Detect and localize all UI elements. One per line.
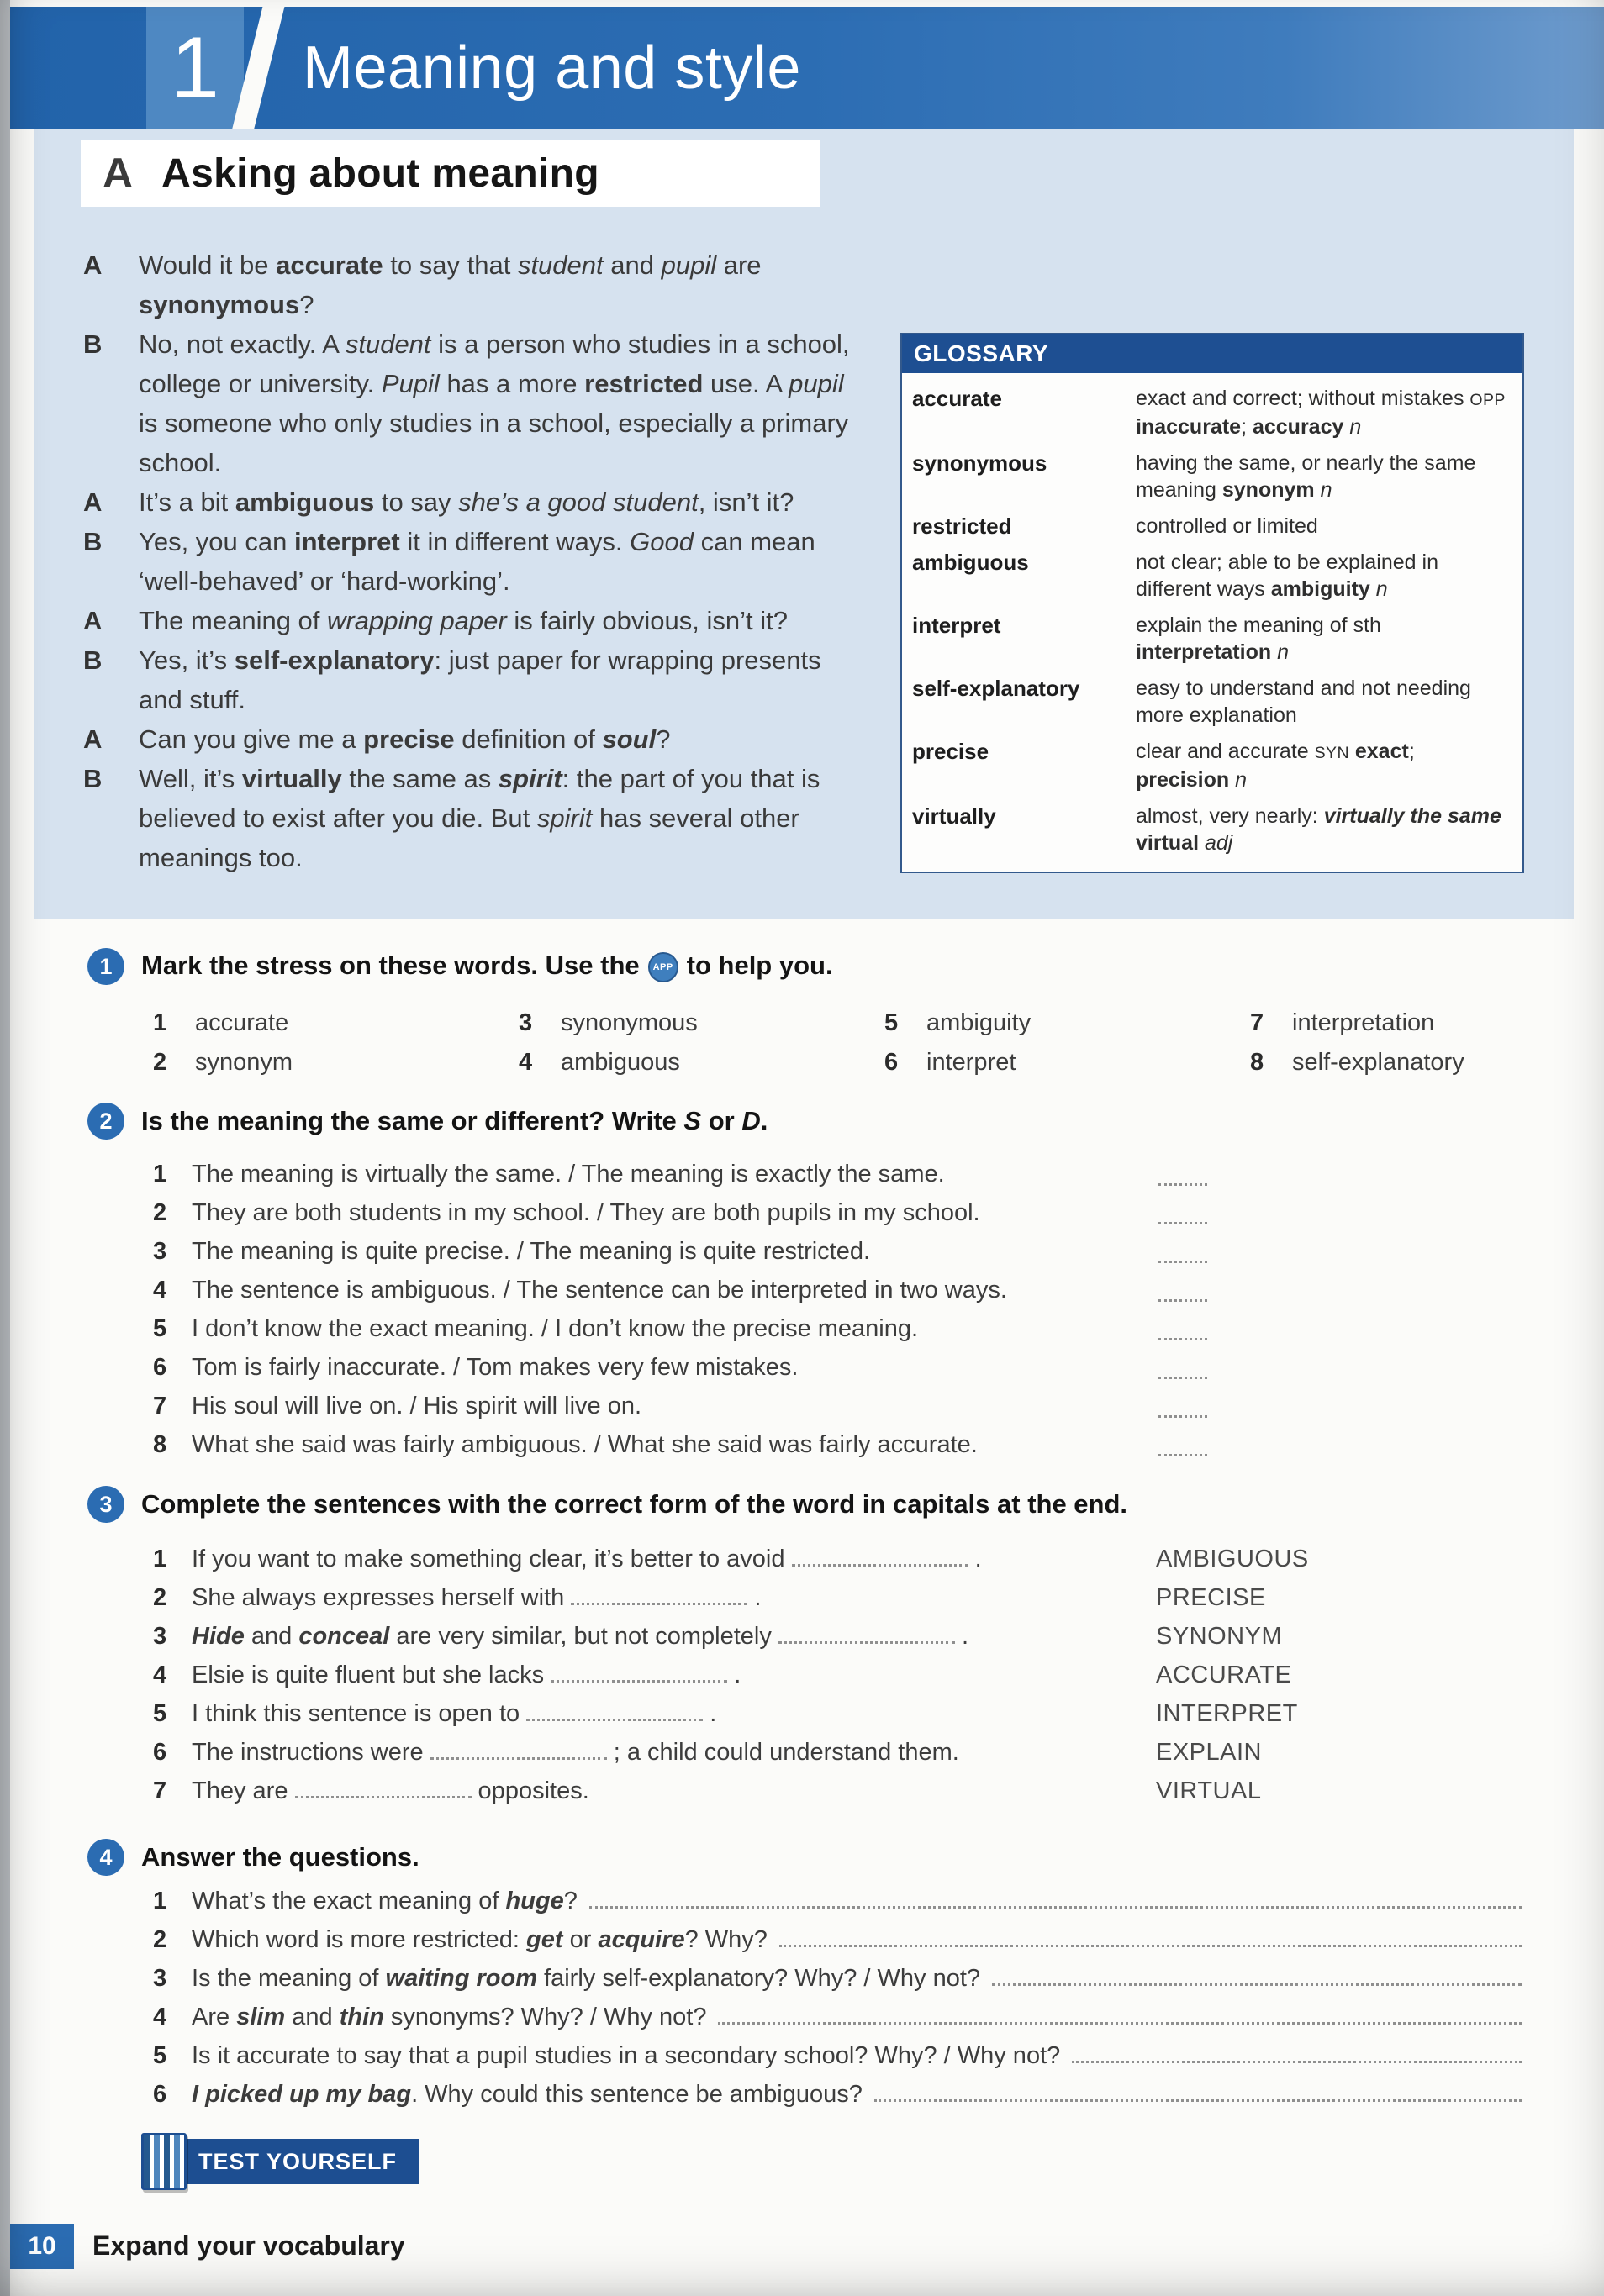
exercise-4: [87, 1839, 1525, 2120]
glossary-term: interpret: [912, 613, 1001, 638]
dialogue-line: [83, 601, 882, 640]
list-item: [153, 1772, 1525, 1810]
item-number: 3: [153, 1965, 167, 1992]
list-item: [153, 1009, 519, 1037]
test-yourself: [141, 2133, 419, 2190]
answer-blank: [718, 2022, 1522, 2025]
dialogue-line: [83, 245, 882, 324]
item-text: Are slim and thin synonyms? Why? / Why not?: [192, 2004, 707, 2030]
item-number: 4: [153, 1661, 167, 1688]
exercise-number-badge: 1: [87, 948, 124, 985]
list-item: [153, 1617, 1525, 1656]
item-word: accurate: [195, 1009, 289, 1036]
item-number: 6: [153, 1354, 167, 1381]
glossary-term: self-explanatory: [912, 676, 1080, 701]
keyword-capital: EXPLAIN: [1156, 1739, 1262, 1766]
test-yourself-label: TEST YOURSELF: [180, 2139, 419, 2184]
dialogue-text: Yes, you can interpret it in different ways. Good can mean ‘well-behaved’ or ‘hard-working’.: [139, 527, 815, 596]
footer-series-title: Expand your vocabulary: [92, 2230, 405, 2261]
item-number: 4: [153, 1277, 167, 1303]
answer-blank: [1158, 1222, 1207, 1224]
speaker-label: A: [83, 606, 103, 635]
dialogue-text: Yes, it’s self-explanatory: just paper for wrapping presents and stuff.: [139, 645, 821, 714]
list-item: [153, 1049, 519, 1077]
keyword-capital: AMBIGUOUS: [1156, 1546, 1309, 1572]
item-number: 2: [153, 1926, 167, 1953]
item-text: I don’t know the exact meaning. / I don’t know the precise meaning.: [192, 1315, 919, 1342]
item-word: ambiguity: [926, 1009, 1032, 1036]
exercise-title: [141, 951, 833, 982]
list-item: [519, 1009, 884, 1037]
item-text: The sentence is ambiguous. / The sentence can be interpreted in two ways.: [192, 1277, 1007, 1303]
item-number: 2: [153, 1584, 167, 1611]
glossary-definition: easy to understand and not needing more explanation: [1136, 677, 1471, 727]
page-number: 10: [10, 2224, 74, 2269]
speaker-label: B: [83, 527, 103, 556]
keyword-capital: INTERPRET: [1156, 1700, 1298, 1727]
keyword-capital: SYNONYM: [1156, 1623, 1283, 1650]
dialogue-text: Would it be accurate to say that student and pupil are synonymous?: [139, 250, 762, 319]
dialogue-text: Can you give me a precise definition of soul?: [139, 724, 671, 754]
list-item: [153, 1425, 1525, 1464]
list-item: [1250, 1049, 1604, 1077]
item-number: 6: [884, 1049, 899, 1076]
item-number: 5: [884, 1009, 899, 1036]
exercise-1: [87, 948, 1525, 1082]
list-item: [153, 1926, 1525, 1965]
item-text: The instructions were ; a child could understand them.: [192, 1739, 959, 1766]
answer-blank: [589, 1906, 1522, 1909]
answer-blank: [1158, 1183, 1207, 1186]
item-text: They are opposites.: [192, 1777, 589, 1804]
exercise-4-items: [153, 1888, 1525, 2120]
exercise-number-badge: 4: [87, 1839, 124, 1876]
glossary-term: restricted: [912, 513, 1012, 539]
item-number: 5: [153, 2042, 167, 2069]
item-number: 6: [153, 2081, 167, 2108]
unit-number-tab: [146, 7, 244, 129]
glossary-definition: controlled or limited: [1136, 514, 1318, 538]
list-item: [153, 1540, 1525, 1578]
item-word: self-explanatory: [1292, 1049, 1464, 1076]
dialogue: [83, 245, 882, 877]
item-number: 1: [153, 1009, 167, 1036]
glossary-definition: having the same, or nearly the same meaning synonym n: [1136, 451, 1476, 502]
answer-blank: [874, 2099, 1522, 2102]
item-number: 1: [153, 1161, 167, 1187]
exercise-2-header: [87, 1103, 1525, 1140]
item-text: They are both students in my school. / They are both pupils in my school.: [192, 1199, 980, 1226]
item-number: 5: [153, 1315, 167, 1342]
item-text: What’s the exact meaning of huge?: [192, 1888, 578, 1914]
glossary-term: virtually: [912, 803, 996, 829]
glossary-entries: [902, 373, 1522, 872]
item-number: 3: [153, 1623, 167, 1650]
item-number: 7: [153, 1393, 167, 1419]
glossary-term: accurate: [912, 386, 1002, 411]
list-item: [153, 1271, 1525, 1309]
item-text: Hide and conceal are very similar, but not completely .: [192, 1623, 969, 1650]
item-text: I picked up my bag. Why could this sentence be ambiguous?: [192, 2081, 863, 2108]
item-number: 2: [153, 1199, 167, 1226]
exercise-4-header: [87, 1839, 1525, 1876]
list-item: [153, 2004, 1525, 2042]
list-item: [153, 1656, 1525, 1694]
dialogue-line: [83, 719, 882, 759]
answer-blank: [1158, 1415, 1207, 1418]
item-text: Is it accurate to say that a pupil studies in a secondary school? Why? / Why not?: [192, 2042, 1061, 2069]
item-number: 7: [153, 1777, 167, 1804]
exercise-title: Answer the questions.: [141, 1842, 419, 1872]
list-item: [153, 2081, 1525, 2120]
dialogue-line: [83, 324, 882, 482]
item-number: 4: [153, 2004, 167, 2030]
scan-edge: [0, 0, 10, 2296]
exercise-3: [87, 1486, 1525, 1810]
item-number: 8: [153, 1431, 167, 1458]
exercise-1-header: [87, 948, 1525, 985]
unit-title: Meaning and style: [303, 34, 801, 102]
item-text: If you want to make something clear, it’s better to avoid .: [192, 1546, 982, 1572]
item-text: I think this sentence is open to .: [192, 1700, 717, 1727]
dialogue-text: No, not exactly. A student is a person who studies in a school, college or university. Pupil has a more restricted use. A pupil is someone who only studies in a school, especially a primary school.: [139, 329, 850, 477]
glossary-definition: explain the meaning of sth interpretation n: [1136, 613, 1381, 664]
answer-blank: [992, 1983, 1522, 1986]
glossary-definition: exact and correct; without mistakes OPP inaccurate; accuracy n: [1136, 387, 1506, 439]
item-word: ambiguous: [561, 1049, 680, 1076]
book-icon: [141, 2133, 187, 2190]
list-item: [884, 1009, 1250, 1037]
item-number: 4: [519, 1049, 533, 1076]
exercise-title: Is the meaning the same or different? Write S or D.: [141, 1106, 768, 1135]
glossary-term: synonymous: [912, 450, 1047, 476]
unit-header-banner: [10, 7, 1604, 129]
list-item: [153, 1155, 1525, 1193]
exercise-3-header: [87, 1486, 1525, 1523]
section-title: Asking about meaning: [161, 150, 599, 196]
speaker-label: A: [83, 724, 103, 754]
item-text: What she said was fairly ambiguous. / What she said was fairly accurate.: [192, 1431, 978, 1458]
list-item: [1250, 1009, 1604, 1037]
glossary-term: precise: [912, 739, 989, 764]
speaker-label: A: [83, 487, 103, 517]
dialogue-text: It’s a bit ambiguous to say she’s a good student, isn’t it?: [139, 487, 794, 517]
list-item: [153, 1965, 1525, 2004]
answer-blank: [1158, 1338, 1207, 1340]
item-number: 6: [153, 1739, 167, 1766]
glossary-term: ambiguous: [912, 550, 1029, 575]
exercise-title: Complete the sentences with the correct form of the word in capitals at the end.: [141, 1489, 1128, 1519]
item-word: interpretation: [1292, 1009, 1435, 1036]
item-word: synonym: [195, 1049, 293, 1076]
keyword-capital: VIRTUAL: [1156, 1777, 1262, 1804]
glossary-definition: almost, very nearly: virtually the same virtual adj: [1136, 804, 1501, 855]
dialogue-line: [83, 759, 882, 877]
glossary-definition: not clear; able to be explained in different ways ambiguity n: [1136, 550, 1438, 601]
item-text: His soul will live on. / His spirit will live on.: [192, 1393, 642, 1419]
speaker-label: A: [83, 250, 103, 280]
item-text: The meaning is quite precise. / The meaning is quite restricted.: [192, 1238, 871, 1265]
dialogue-text: Well, it’s virtually the same as spirit: the part of you that is believed to exist after you die. But spirit has several other meanings too.: [139, 764, 820, 872]
answer-blank: [1158, 1454, 1207, 1456]
glossary-definition: clear and accurate SYN exact; precision n: [1136, 740, 1415, 792]
section-heading: [81, 140, 820, 207]
list-item: [153, 1309, 1525, 1348]
list-item: [153, 1733, 1525, 1772]
answer-blank: [1158, 1377, 1207, 1379]
list-item: [153, 2042, 1525, 2081]
list-item: [519, 1049, 884, 1077]
glossary-box: [900, 333, 1524, 873]
answer-blank: [1158, 1261, 1207, 1263]
answer-blank: [779, 1945, 1522, 1947]
item-text: She always expresses herself with .: [192, 1584, 762, 1611]
list-item: [153, 1888, 1525, 1926]
item-number: 7: [1250, 1009, 1264, 1036]
item-number: 1: [153, 1888, 167, 1914]
exercise-2: [87, 1103, 1525, 1464]
list-item: [153, 1387, 1525, 1425]
item-number: 8: [1250, 1049, 1264, 1076]
answer-blank: [1158, 1299, 1207, 1302]
item-number: 3: [153, 1238, 167, 1265]
list-item: [153, 1193, 1525, 1232]
speaker-label: B: [83, 645, 103, 675]
item-number: 5: [153, 1700, 167, 1727]
item-word: interpret: [926, 1049, 1016, 1076]
list-item: [153, 1694, 1525, 1733]
list-item: [153, 1578, 1525, 1617]
dialogue-line: [83, 522, 882, 601]
item-text: Is the meaning of waiting room fairly self-explanatory? Why? / Why not?: [192, 1965, 981, 1992]
item-number: 3: [519, 1009, 533, 1036]
dialogue-text: The meaning of wrapping paper is fairly obvious, isn’t it?: [139, 606, 788, 635]
keyword-capital: PRECISE: [1156, 1584, 1266, 1611]
exercise-3-items: [153, 1540, 1525, 1810]
item-text: Elsie is quite fluent but she lacks .: [192, 1661, 741, 1688]
dialogue-line: [83, 640, 882, 719]
exercise-1-items: [153, 1003, 1525, 1082]
app-icon: APP: [648, 952, 678, 982]
item-text: Which word is more restricted: get or acquire? Why?: [192, 1926, 768, 1953]
unit-number: 1: [171, 18, 219, 117]
answer-blank: [1072, 2061, 1522, 2063]
exercise-number-badge: 3: [87, 1486, 124, 1523]
exercise-title-text: Mark the stress on these words. Use the: [141, 951, 640, 981]
list-item: [884, 1049, 1250, 1077]
speaker-label: B: [83, 764, 103, 793]
glossary-title: GLOSSARY: [902, 334, 1522, 373]
item-number: 1: [153, 1546, 167, 1572]
keyword-capital: ACCURATE: [1156, 1661, 1292, 1688]
item-text: The meaning is virtually the same. / The meaning is exactly the same.: [192, 1161, 945, 1187]
section-letter: A: [103, 150, 134, 197]
exercise-number-badge: 2: [87, 1103, 124, 1140]
item-word: synonymous: [561, 1009, 698, 1036]
speaker-label: B: [83, 329, 103, 359]
list-item: [153, 1232, 1525, 1271]
dialogue-line: [83, 482, 882, 522]
item-number: 2: [153, 1049, 167, 1076]
exercise-2-items: [153, 1155, 1525, 1464]
item-text: Tom is fairly inaccurate. / Tom makes very few mistakes.: [192, 1354, 799, 1381]
exercise-title-text: to help you.: [686, 951, 833, 981]
list-item: [153, 1348, 1525, 1387]
